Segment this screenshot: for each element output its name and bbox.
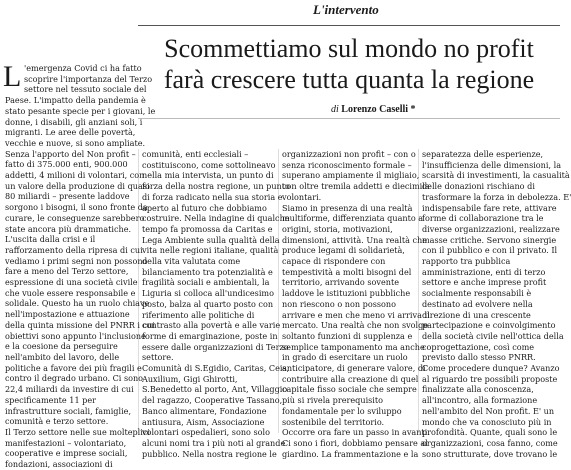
article-column-3: [282, 149, 430, 459]
text-line: state ancora più drammatiche.: [5, 223, 132, 234]
text-line: l'insufficienza delle dimensioni, la: [422, 159, 562, 170]
article-column-2: [142, 149, 290, 459]
text-line: Lega Ambiente sulla qualità della: [142, 234, 280, 245]
text-line: curare, le conseguenze sarebbero: [5, 212, 145, 223]
text-line: più si rivela prerequisito: [282, 395, 384, 406]
text-line: antiusura, Aism, Associazione: [142, 416, 265, 427]
text-line: costituiscono, come sottolineavo: [142, 159, 276, 170]
text-line: sorgono i bisogni, il sono fronte da: [5, 202, 148, 213]
text-line: della società civile nell'ottica della: [422, 330, 564, 341]
text-line: rapporto tra pubblica: [422, 256, 511, 267]
text-line: forme di collaborazione tra le: [422, 213, 544, 224]
text-line: amministrazione, enti di terzo: [422, 266, 546, 277]
text-line: rafforzamento della ripresa di cui: [5, 244, 143, 255]
text-line: 'emergenza Covid ci ha fatto: [24, 63, 142, 73]
text-line: non riescono o non possono: [282, 298, 396, 309]
text-line: Banco alimentare, Fondazione: [142, 405, 267, 416]
text-line: nell'impostazione e attuazione: [5, 309, 130, 320]
text-line: giardino. La frammentazione e la: [282, 448, 419, 459]
text-line: mondo che va conosciuto più in: [422, 416, 552, 427]
text-line: manifestazioni – volontariato,: [5, 437, 127, 448]
text-line: indispensabile fare rete, attivare: [422, 202, 557, 213]
text-line: donne, i disabili, gli anziani soli, i: [5, 116, 143, 127]
text-line: addetti, 4 milioni di volontari, con: [5, 170, 145, 181]
text-line: essere dalle organizzazioni di Terzo: [142, 341, 289, 352]
text-line: Come procedere dunque? Avanzo: [422, 363, 560, 374]
text-line: Occorre ora fare un passo in avanti.: [282, 427, 430, 438]
text-line: 80 miliardi – presente laddove: [5, 191, 130, 202]
text-line: con oltre tremila addetti e diecimila: [282, 181, 430, 192]
text-line: della vita valutata come: [142, 256, 241, 267]
text-line: fragilità sociali e ambientali, la: [142, 277, 270, 288]
text-line: profondità. Quante, quali sono le: [422, 427, 558, 438]
text-line: posto, balza al quarto posto con: [142, 298, 274, 309]
text-line: mercato. Una realtà che non svolge: [282, 320, 429, 331]
text-line: diverse organizzazioni, realizzare: [422, 223, 560, 234]
text-line: fare a meno del Terzo settore,: [5, 266, 129, 277]
text-line: contro il degrado urbano. Ci sono: [5, 373, 144, 384]
text-line: masse critiche. Servono sinergie: [422, 234, 557, 245]
column-separator: [138, 149, 139, 433]
text-line: alcuni nomi tra i più noti al grande: [142, 437, 286, 448]
text-line: socialmente responsabili è: [422, 288, 532, 299]
text-line: politiche a favore dei più fragili e: [5, 362, 142, 373]
text-line: Comunità di S.Egidio, Caritas, Ceis,: [142, 363, 290, 374]
text-line: previsto dallo stesso PNRR.: [422, 352, 536, 363]
text-line: nella mia intervista, un punto di: [142, 170, 274, 181]
text-line: e la coesione da perseguire: [5, 341, 118, 352]
header-rule: [138, 25, 560, 26]
text-line: al riguardo tre possibili proposte: [422, 373, 558, 384]
text-line: settore.: [142, 352, 174, 363]
text-line: aperto al futuro che dobbiamo: [142, 202, 267, 213]
text-line: espressione di una società civile: [5, 277, 138, 288]
text-line: solidale. Questo ha un ruolo chiave: [5, 298, 150, 309]
headline-line-1: Scommettiamo sul mondo no profit: [164, 34, 534, 63]
text-line: soltanto funzioni di supplenza e: [282, 330, 413, 341]
text-line: capitale fisso sociale che sempre: [282, 384, 417, 395]
text-line: fatto di 375.000 enti, 900.000: [5, 159, 128, 170]
kicker: L'intervento: [313, 2, 379, 17]
text-line: con il pubblico e con il privato. Il: [422, 245, 558, 256]
text-line: in grado di esercitare un ruolo: [282, 352, 408, 363]
text-line: nell'ambito del Non profit. E' un: [422, 405, 555, 416]
text-line: delle donazioni rischiano di: [422, 181, 535, 192]
text-line: dimensioni, attività. Una realtà che: [282, 234, 428, 245]
text-line: bilanciamento tra potenzialità e: [142, 266, 273, 277]
text-line: tempestività a molti bisogni del: [282, 266, 412, 277]
text-line: Siamo in presenza di una realtà: [282, 202, 413, 213]
byline-prefix: di: [331, 104, 339, 115]
text-line: infrastrutture sociali, famiglie,: [5, 405, 132, 416]
text-line: volontari.: [282, 191, 322, 202]
text-line: 22,4 miliardi da investire di cui: [5, 384, 134, 395]
text-line: origini, storia, motivazioni,: [282, 223, 393, 234]
text-line: vita nelle regioni italiane, qualità: [142, 245, 279, 256]
text-line: comunità e terzo settore.: [5, 416, 109, 427]
text-line: capace di rispondere con: [282, 256, 386, 267]
text-line: forza della nostra regione, un punto: [142, 181, 290, 192]
text-line: scoprire l'importanza del Terzo: [24, 73, 153, 84]
text-line: fondamentale per lo sviluppo: [282, 405, 402, 416]
text-line: laddove le istituzioni pubbliche: [282, 288, 411, 299]
headline-line-2: farà crescere tutta quanta la regione: [163, 65, 535, 94]
text-line: costruire. Nella indagine di qualche: [142, 213, 290, 224]
text-line: Auxilium, Gigi Ghirotti,: [142, 373, 238, 384]
text-line: fondazioni, associazioni di: [5, 459, 113, 470]
text-line: trasformare la forza in debolezza. E': [422, 191, 571, 202]
text-line: Ci sono i fiori, dobbiamo pensare al: [282, 437, 428, 448]
text-line: multiforme, differenziata quanto a: [282, 213, 424, 224]
text-line: territorio, arrivando sovente: [282, 277, 400, 288]
text-line: arrivare e men che meno vi arriva il: [282, 309, 430, 320]
text-line: vediamo i primi segni non possono: [5, 255, 148, 266]
text-line: tempo fa promossa da Caritas e: [142, 223, 273, 234]
text-line: Paese. L'impatto della pandemia è: [5, 95, 146, 106]
text-line: Liguria si colloca all'undicesimo: [142, 288, 274, 299]
text-line: sostenibile del territorio.: [282, 416, 385, 427]
text-line: settore e anche imprese profit: [422, 277, 547, 288]
text-line: specificamente 11 per: [5, 394, 97, 405]
text-line: del ragazzo, Cooperative Tassano,: [142, 395, 283, 406]
text-line: volontari ospedalieri, sono solo: [142, 427, 270, 438]
text-line: forme di emarginazione, poste in: [142, 330, 278, 341]
text-line: riferimento alle politiche di: [142, 309, 255, 320]
text-line: superano ampiamente il migliaio,: [282, 170, 420, 181]
text-line: organizzazioni, cosa fanno, come: [422, 437, 558, 448]
text-line: scarsità di investimenti, la casualità: [422, 170, 570, 181]
column-separator: [418, 149, 419, 433]
text-line: separatezza delle esperienze,: [422, 149, 544, 159]
article-column-4: [422, 149, 571, 459]
text-line: finalizzate alla conoscenza,: [422, 384, 534, 395]
text-line: coprogettazione, così come: [422, 341, 535, 352]
text-line: che vuole essere responsabile e: [5, 287, 136, 298]
text-line: di forza radicato nella sua storia e: [142, 191, 283, 202]
text-line: destinato ad evolvere nella: [422, 298, 533, 309]
text-line: comunità, enti ecclesiali –: [142, 149, 249, 159]
text-line: L'uscita dalla crisi e il: [5, 234, 96, 245]
byline-rule: [138, 118, 560, 119]
text-line: pubblico. Nella nostra regione le: [142, 448, 277, 459]
text-line: vecchie e nuove, si sono ampliate.: [5, 137, 146, 148]
text-line: organizzazioni non profit – con o: [282, 149, 416, 159]
text-line: settore nel tessuto sociale del: [24, 84, 147, 95]
text-line: cooperative e imprese sociali,: [5, 448, 128, 459]
text-line: partecipazione e coinvolgimento: [422, 320, 556, 331]
article-column-1: [3, 60, 156, 470]
text-line: semplice tamponamento ma anche: [282, 341, 425, 352]
text-line: contrasto alla povertà e alle varie: [142, 320, 281, 331]
text-line: contribuire alla creazione di quel: [282, 373, 419, 384]
text-line: un valore della produzione di quasi: [5, 180, 150, 191]
text-line: senza riconoscimento formale –: [282, 159, 412, 170]
text-line: obiettivi sono appunto l'inclusione: [5, 330, 146, 341]
text-line: all'incontro, alla formazione: [422, 395, 538, 406]
headline: [138, 33, 560, 95]
text-line: sono strutturate, dove trovano le: [422, 448, 558, 459]
text-line: della quinta missione del PNRR i cui: [5, 319, 155, 330]
text-line: direzione di una crescente: [422, 309, 531, 320]
text-line: anticipatore, di generare valore, di: [282, 363, 426, 374]
drop-cap: L: [3, 60, 22, 93]
text-line: nell'ambito del lavoro, delle: [5, 351, 120, 362]
author-name: Lorenzo Caselli *: [341, 104, 416, 115]
text-line: S.Benedetto al porto, Ant, Villaggio: [142, 384, 288, 395]
text-line: Senza l'apporto del Non profit –: [5, 148, 136, 159]
text-line: migranti. Le aree delle povertà,: [5, 127, 136, 138]
text-line: stato pesante specie per i giovani, le: [5, 105, 156, 116]
text-line: Il Terzo settore nelle sue molteplici: [5, 426, 150, 437]
text-line: produce legami di solidarietà,: [282, 245, 405, 256]
byline: [331, 104, 416, 115]
